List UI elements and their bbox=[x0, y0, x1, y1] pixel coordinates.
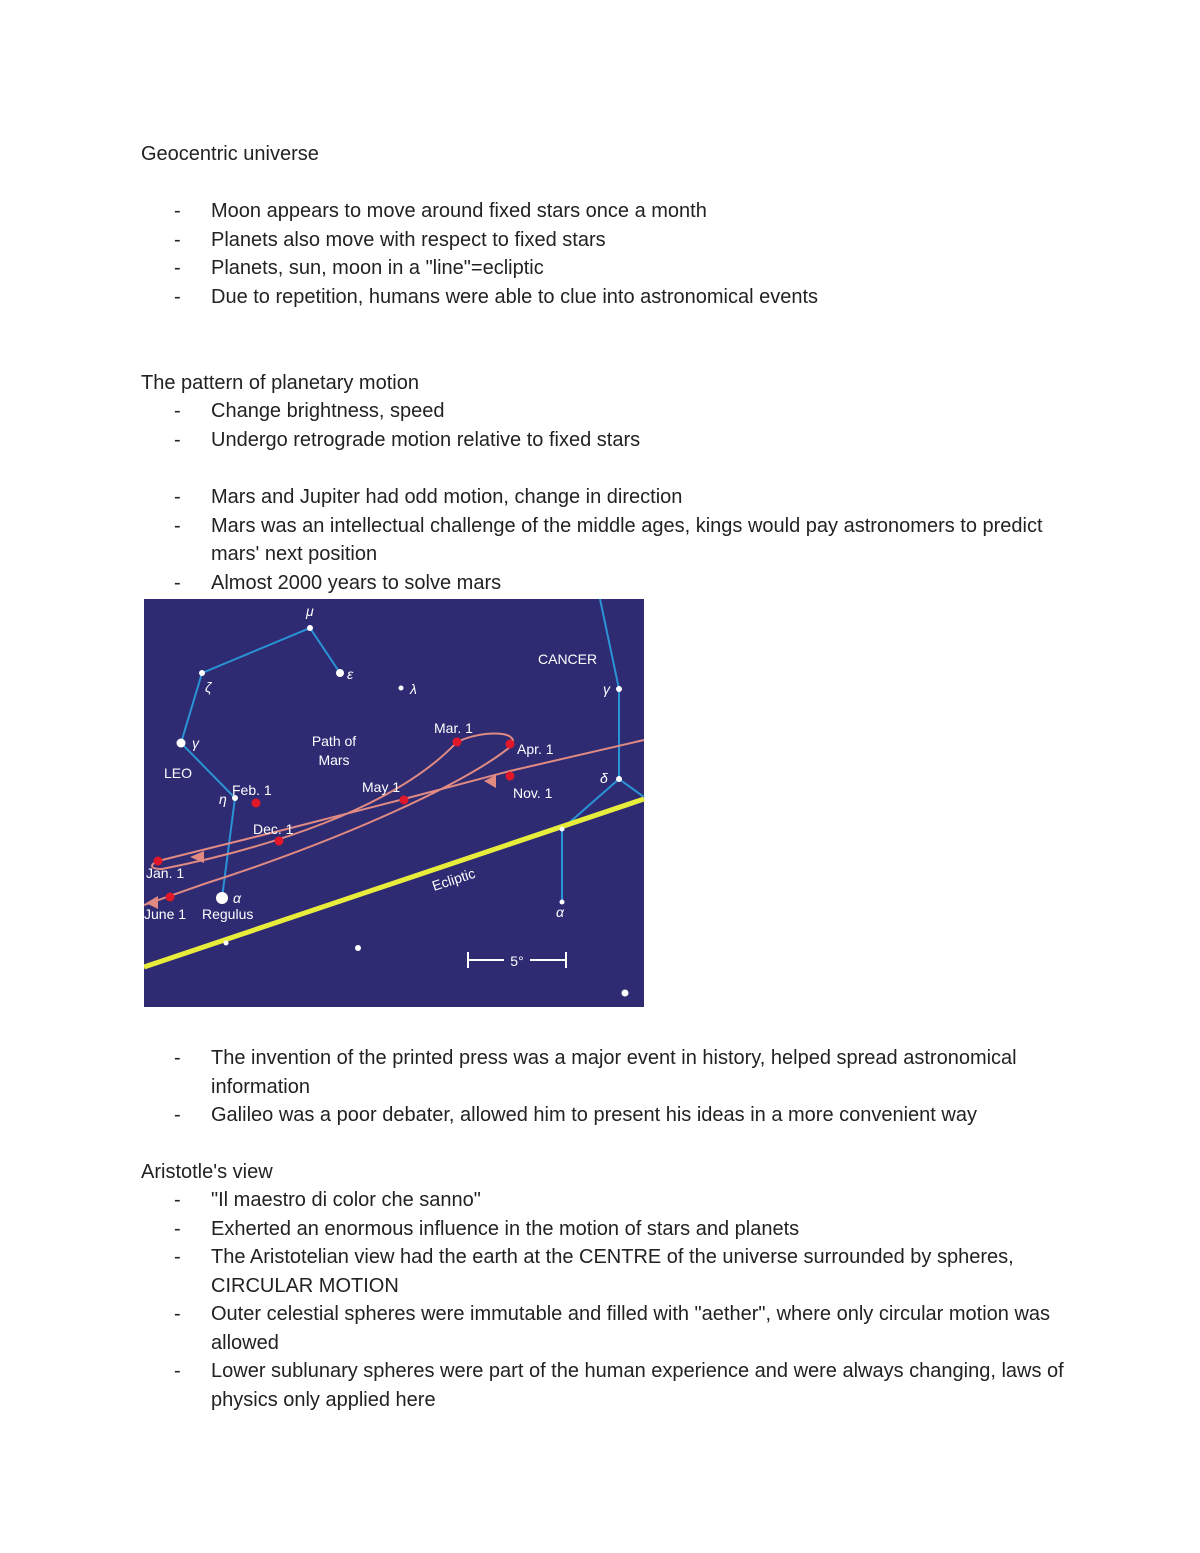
bullet-dash: - bbox=[174, 285, 181, 308]
label-zeta: ζ bbox=[205, 679, 212, 695]
bullet-text: Change brightness, speed bbox=[211, 400, 445, 422]
bullet-text: Outer celestial spheres were immutable and filled with "aether", where only circular motion was allowed bbox=[211, 1303, 1051, 1354]
bullet-dash: - bbox=[174, 486, 181, 508]
list-item bbox=[0, 1044, 1200, 1101]
bullet-text: The invention of the printed press was a major event in history, helped spread astronomical information bbox=[211, 1047, 1017, 1098]
list-spacer bbox=[0, 454, 1200, 483]
label-leo: LEO bbox=[164, 765, 193, 781]
star-gamma-cancer bbox=[616, 686, 622, 692]
list-item bbox=[0, 226, 1200, 255]
label-gamma-cancer: γ bbox=[603, 681, 610, 697]
label-delta: δ bbox=[600, 770, 608, 786]
bullet-dash: - bbox=[174, 514, 181, 537]
heading-aristotles-view: Aristotle's view bbox=[141, 1161, 273, 1183]
label-alpha-leo: α bbox=[233, 890, 241, 906]
bullet-text: "Il maestro di color che sanno" bbox=[211, 1189, 481, 1211]
label-regulus: Regulus bbox=[202, 906, 254, 922]
list-item bbox=[0, 1243, 1200, 1300]
bullet-text: Due to repetition, humans were able to clue into astronomical events bbox=[211, 285, 819, 308]
figure-edge bbox=[644, 599, 652, 1007]
mars-retrograde-figure bbox=[144, 599, 652, 1007]
list-item bbox=[0, 1101, 1200, 1130]
star bbox=[560, 827, 565, 832]
bullet-dash: - bbox=[174, 428, 181, 451]
geocentric-bullet-list bbox=[0, 197, 1200, 311]
bullet-dash: - bbox=[174, 1217, 181, 1240]
star bbox=[622, 990, 629, 997]
star-lambda bbox=[399, 686, 404, 691]
star-regulus bbox=[216, 892, 228, 904]
date-dot-feb bbox=[252, 799, 261, 808]
bullet-dash: - bbox=[174, 1246, 181, 1268]
label-lambda: λ bbox=[410, 681, 417, 697]
star-mu bbox=[307, 625, 313, 631]
bullet-text: Almost 2000 years to solve mars bbox=[211, 571, 502, 594]
star-epsilon bbox=[336, 669, 344, 677]
bullet-text: Planets also move with respect to fixed stars bbox=[211, 228, 606, 251]
bullet-text: Planets, sun, moon in a "line"=ecliptic bbox=[211, 257, 544, 279]
bullet-dash: - bbox=[174, 1104, 181, 1126]
list-item bbox=[0, 197, 1200, 226]
list-item bbox=[0, 512, 1200, 569]
label-dec: Dec. 1 bbox=[253, 821, 294, 837]
label-ecliptic: Ecliptic bbox=[429, 864, 478, 894]
bullet-text: Moon appears to move around fixed stars once a month bbox=[211, 200, 707, 222]
label-jan: Jan. 1 bbox=[146, 865, 185, 881]
planetary-motion-bullet-list bbox=[0, 397, 1200, 597]
list-item bbox=[0, 426, 1200, 455]
list-item bbox=[0, 569, 1200, 598]
bullet-dash: - bbox=[174, 1303, 181, 1325]
label-feb: Feb. 1 bbox=[232, 782, 272, 798]
list-item bbox=[0, 1215, 1200, 1244]
heading-geocentric-universe: Geocentric universe bbox=[141, 143, 319, 165]
label-june: June 1 bbox=[144, 906, 187, 922]
date-dot-dec bbox=[275, 837, 284, 846]
mars-path-diagram bbox=[144, 599, 652, 1007]
bullet-text: Mars was an intellectual challenge of the middle ages, kings would pay astronomers to predict mars' next position bbox=[211, 514, 1043, 565]
star-gamma-leo bbox=[177, 739, 186, 748]
label-mar: Mar. 1 bbox=[434, 720, 473, 736]
list-item bbox=[0, 1357, 1200, 1414]
list-item bbox=[0, 397, 1200, 426]
star-delta bbox=[616, 776, 622, 782]
bullet-text: Mars and Jupiter had odd motion, change in direction bbox=[211, 486, 683, 508]
bullet-dash: - bbox=[174, 1047, 181, 1069]
date-dot-mar bbox=[453, 738, 462, 747]
date-dot-nov bbox=[506, 772, 515, 781]
label-cancer: CANCER bbox=[538, 651, 598, 667]
bullet-dash: - bbox=[174, 200, 181, 222]
list-item bbox=[0, 1186, 1200, 1215]
label-epsilon: ε bbox=[347, 666, 354, 682]
label-path-of-mars-2: Mars bbox=[318, 752, 350, 768]
list-item bbox=[0, 254, 1200, 283]
bullet-dash: - bbox=[174, 228, 181, 251]
aristotle-bullet-list bbox=[0, 1186, 1200, 1414]
label-alpha-cancer: α bbox=[556, 904, 564, 920]
label-scale: 5° bbox=[510, 953, 524, 969]
label-gamma-leo: γ bbox=[192, 735, 199, 751]
bullet-dash: - bbox=[174, 1360, 181, 1382]
bullet-dash: - bbox=[174, 571, 181, 594]
bullet-dash: - bbox=[174, 257, 181, 279]
list-item bbox=[0, 283, 1200, 312]
label-apr: Apr. 1 bbox=[517, 741, 554, 757]
label-path-of-mars-1: Path of bbox=[311, 733, 357, 749]
date-dot-june bbox=[166, 893, 175, 902]
bullet-dash: - bbox=[174, 1189, 181, 1211]
label-nov: Nov. 1 bbox=[513, 785, 553, 801]
star bbox=[224, 941, 229, 946]
date-dot-may bbox=[400, 796, 409, 805]
bullet-text: Galileo was a poor debater, allowed him to present his ideas in a more convenient way bbox=[211, 1104, 977, 1126]
list-item bbox=[0, 483, 1200, 512]
label-may: May 1 bbox=[362, 779, 401, 795]
star bbox=[355, 945, 361, 951]
bullet-dash: - bbox=[174, 400, 181, 422]
bullet-text: Exherted an enormous influence in the motion of stars and planets bbox=[211, 1217, 800, 1240]
label-mu: μ bbox=[306, 603, 314, 619]
label-eta: η bbox=[219, 791, 227, 807]
bullet-text: Lower sublunary spheres were part of the human experience and were always changing, laws of physics only applied here bbox=[211, 1360, 1064, 1411]
bullet-text: Undergo retrograde motion relative to fixed stars bbox=[211, 428, 641, 451]
bullet-text: The Aristotelian view had the earth at the CENTRE of the universe surrounded by spheres, CIRCULAR MOTION bbox=[211, 1246, 1014, 1297]
star-zeta bbox=[199, 670, 205, 676]
printing-press-bullet-list bbox=[0, 1044, 1200, 1130]
list-item bbox=[0, 1300, 1200, 1357]
heading-planetary-motion: The pattern of planetary motion bbox=[141, 372, 419, 394]
date-dot-apr bbox=[506, 740, 515, 749]
